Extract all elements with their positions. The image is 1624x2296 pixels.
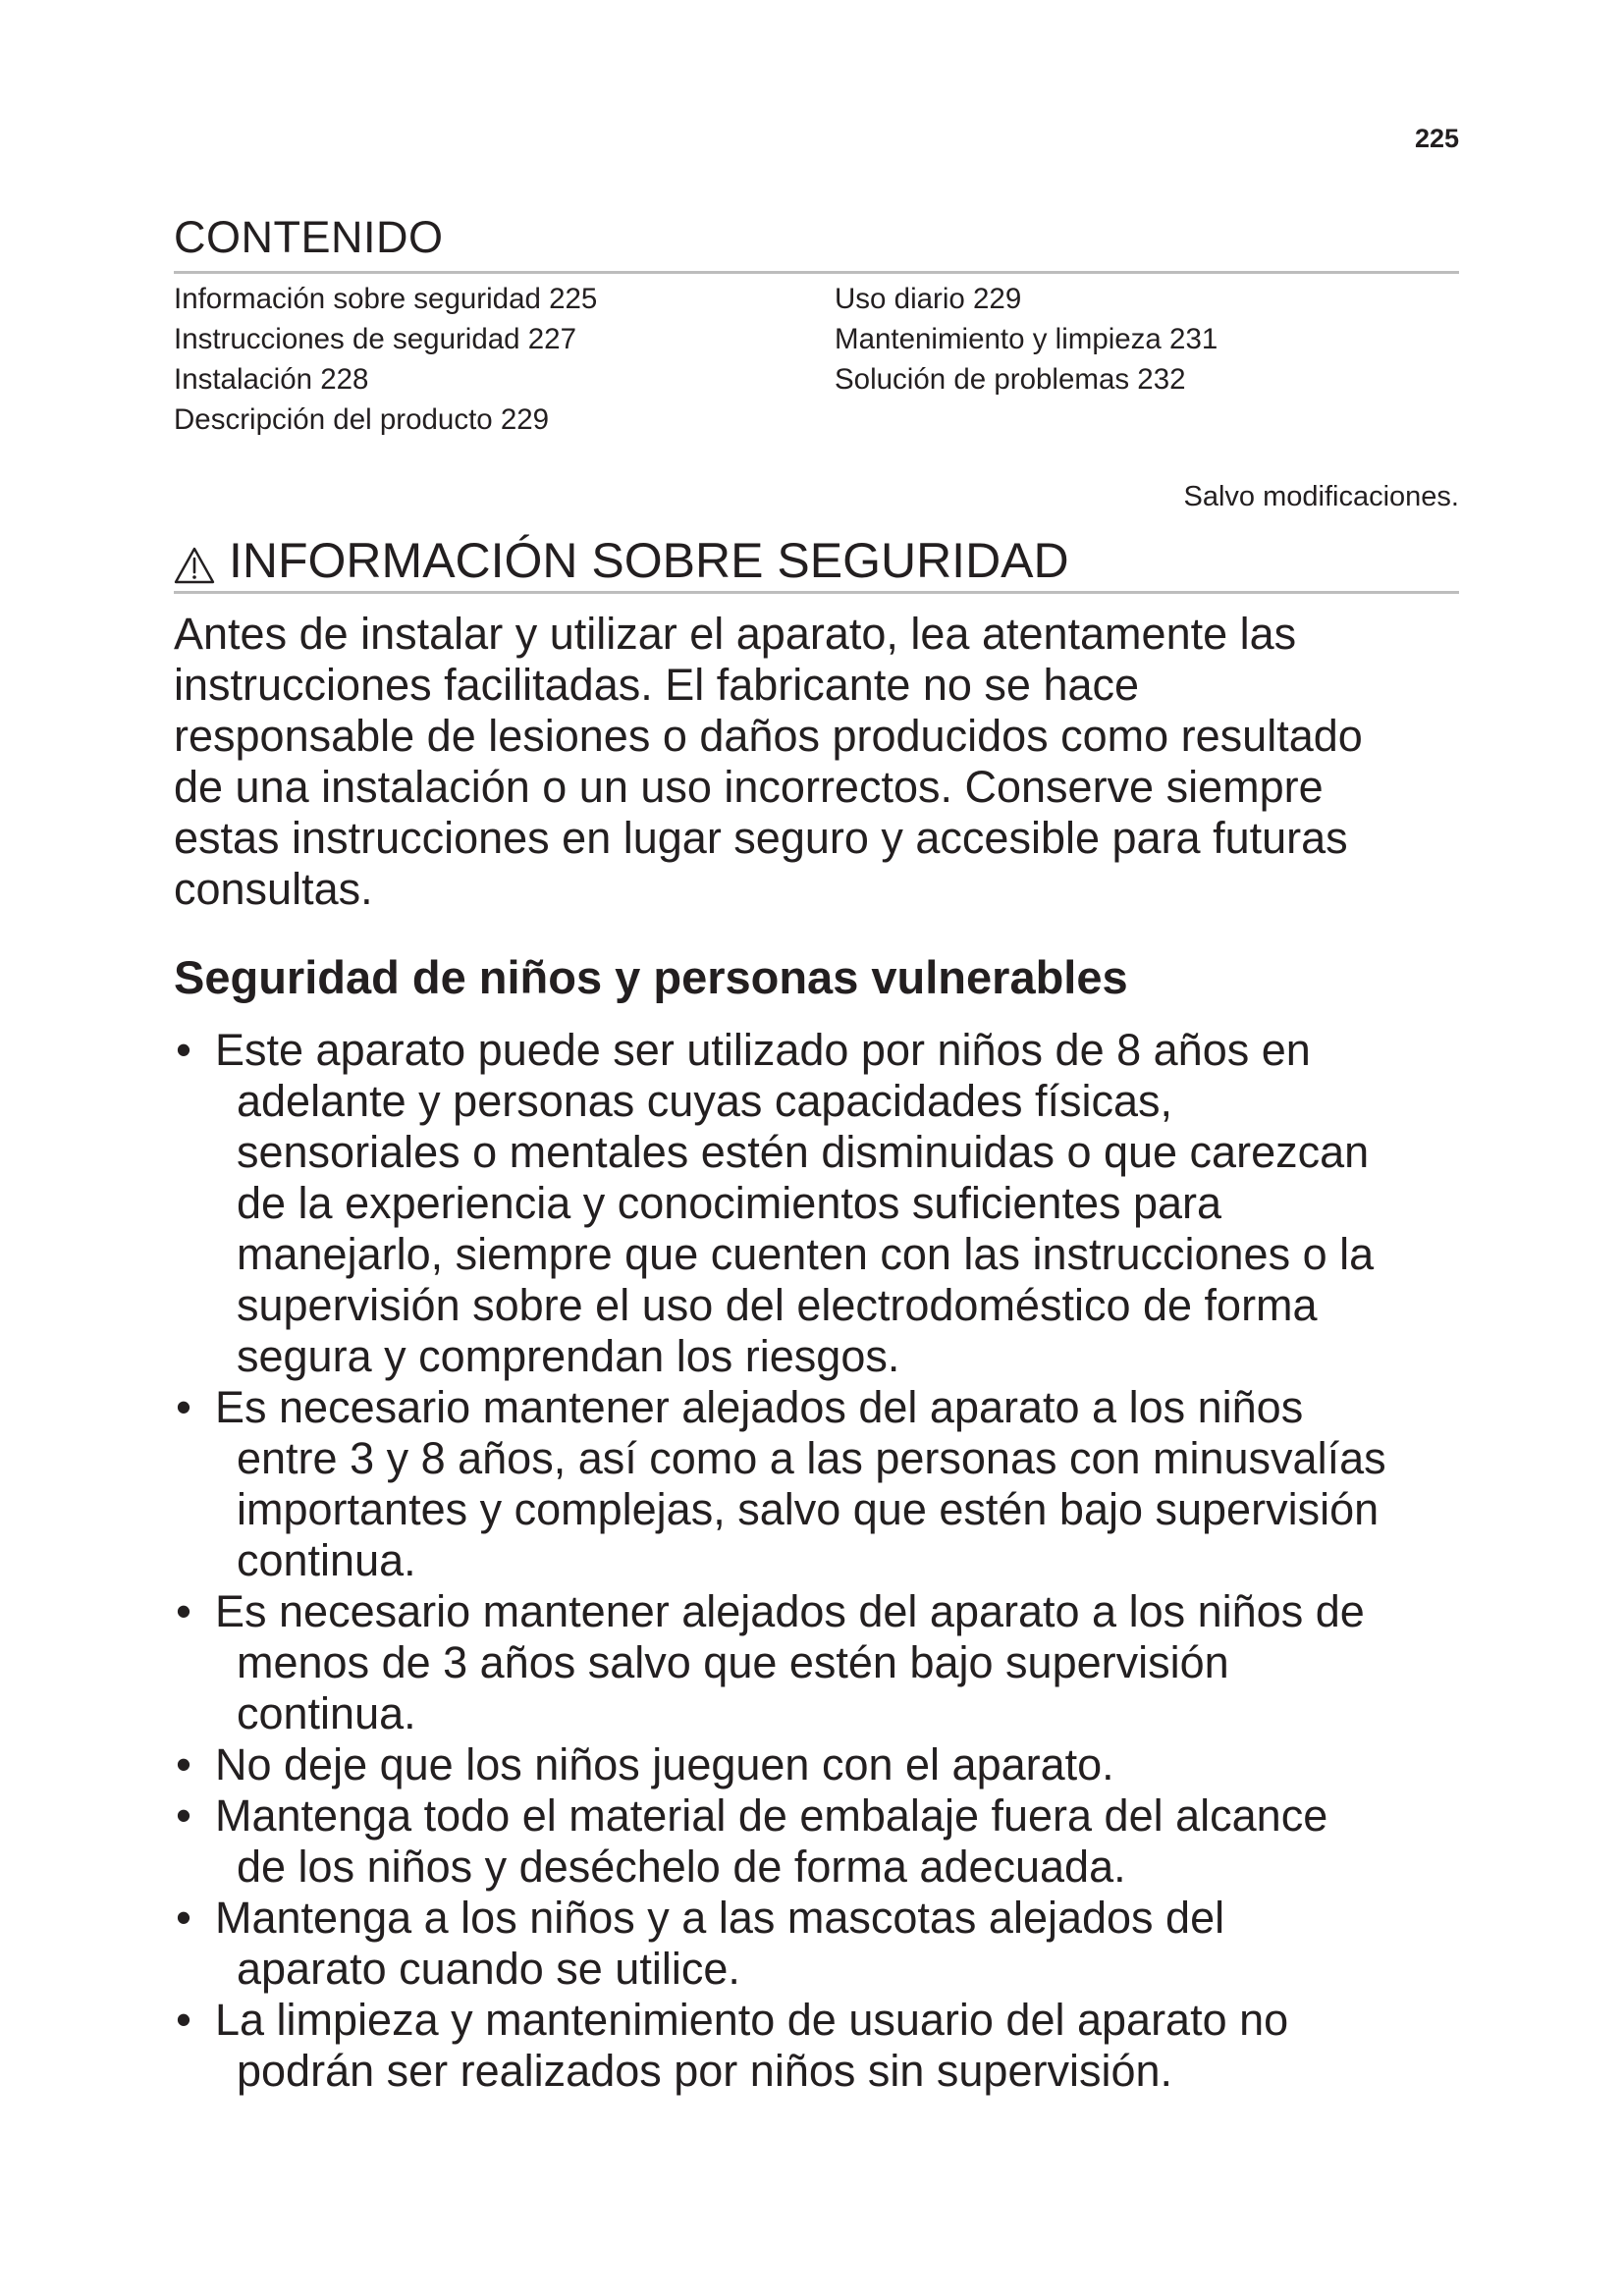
list-item bbox=[174, 1739, 1509, 1790]
bullet-marker: • bbox=[176, 1790, 191, 1841]
section-title: INFORMACIÓN SOBRE SEGURIDAD bbox=[229, 533, 1069, 588]
toc-entry[interactable]: Instrucciones de seguridad 227 bbox=[174, 323, 576, 355]
list-item bbox=[174, 1790, 1509, 1893]
bullet-text-line: Mantenga todo el material de embalaje fuera del alcance bbox=[215, 1790, 1328, 1841]
bullet-marker: • bbox=[176, 1995, 191, 2045]
bullet-text-line: menos de 3 años salvo que estén bajo supervisión bbox=[237, 1637, 1229, 1687]
bullet-text-line: importantes y complejas, salvo que estén bajo supervisión bbox=[237, 1484, 1380, 1534]
toc-entry[interactable]: Uso diario 229 bbox=[835, 283, 1022, 315]
bullet-text-line: supervisión sobre el uso del electrodoméstico de forma bbox=[237, 1280, 1318, 1330]
intro-line: Antes de instalar y utilizar el aparato, lea atentamente las bbox=[174, 609, 1297, 659]
bullet-text-line: de la experiencia y conocimientos suficientes para bbox=[237, 1178, 1222, 1228]
list-item bbox=[174, 1025, 1509, 1382]
modifications-note: Salvo modificaciones. bbox=[1183, 481, 1459, 512]
intro-line: responsable de lesiones o daños producidos como resultado bbox=[174, 711, 1363, 761]
bullet-text-line: podrán ser realizados por niños sin supervisión. bbox=[237, 2046, 1173, 2096]
bullet-text-line: No deje que los niños jueguen con el aparato. bbox=[215, 1739, 1114, 1789]
bullet-marker: • bbox=[176, 1739, 191, 1789]
bullet-text-line: de los niños y deséchelo de forma adecuada. bbox=[237, 1842, 1126, 1892]
bullet-text-line: continua. bbox=[237, 1688, 416, 1738]
bullet-text-line: Es necesario mantener alejados del aparato a los niños bbox=[215, 1382, 1304, 1432]
intro-line: consultas. bbox=[174, 864, 373, 914]
subsection-heading: Seguridad de niños y personas vulnerables bbox=[174, 951, 1128, 1003]
toc-column-left bbox=[174, 279, 835, 440]
bullet-text-line: manejarlo, siempre que cuenten con las instrucciones o la bbox=[237, 1229, 1375, 1279]
bullet-text-line: continua. bbox=[237, 1535, 416, 1585]
toc-entry[interactable]: Instalación 228 bbox=[174, 363, 369, 396]
bullet-text-line: segura y comprendan los riesgos. bbox=[237, 1331, 900, 1381]
bullet-marker: • bbox=[176, 1382, 191, 1432]
bullet-text-line: entre 3 y 8 años, así como a las personas con minusvalías bbox=[237, 1433, 1386, 1483]
intro-line: estas instrucciones en lugar seguro y accesible para futuras bbox=[174, 813, 1348, 863]
toc-divider bbox=[174, 271, 1459, 274]
toc-entry[interactable]: Descripción del producto 229 bbox=[174, 403, 550, 436]
section-divider bbox=[174, 591, 1459, 594]
list-item bbox=[174, 1893, 1509, 1995]
bullet-text-line: Mantenga a los niños y a las mascotas alejados del bbox=[215, 1893, 1225, 1943]
list-item bbox=[174, 1586, 1509, 1739]
bullet-marker: • bbox=[176, 1586, 191, 1636]
bullet-marker: • bbox=[176, 1893, 191, 1943]
bullet-text-line: sensoriales o mentales estén disminuidas o que carezcan bbox=[237, 1127, 1370, 1177]
bullet-text-line: La limpieza y mantenimiento de usuario del aparato no bbox=[215, 1995, 1289, 2045]
warning-triangle-icon bbox=[174, 543, 215, 580]
table-of-contents bbox=[174, 279, 1459, 440]
safety-bullet-list bbox=[174, 1025, 1509, 2097]
toc-entry[interactable]: Mantenimiento y limpieza 231 bbox=[835, 323, 1218, 355]
intro-paragraph bbox=[174, 609, 1489, 915]
bullet-text-line: Es necesario mantener alejados del aparato a los niños de bbox=[215, 1586, 1365, 1636]
bullet-text-line: Este aparato puede ser utilizado por niños de 8 años en bbox=[215, 1025, 1311, 1075]
list-item bbox=[174, 1995, 1509, 2097]
section-heading bbox=[174, 533, 1069, 588]
toc-entry[interactable]: Información sobre seguridad 225 bbox=[174, 283, 598, 315]
intro-line: de una instalación o un uso incorrectos. Conserve siempre bbox=[174, 762, 1324, 812]
list-item bbox=[174, 1382, 1509, 1586]
toc-column-right bbox=[835, 279, 1459, 440]
page-number: 225 bbox=[1414, 124, 1459, 153]
toc-title: CONTENIDO bbox=[174, 212, 444, 262]
bullet-marker: • bbox=[176, 1025, 191, 1075]
bullet-text-line: adelante y personas cuyas capacidades físicas, bbox=[237, 1076, 1173, 1126]
intro-line: instrucciones facilitadas. El fabricante no se hace bbox=[174, 660, 1140, 710]
bullet-text-line: aparato cuando se utilice. bbox=[237, 1944, 740, 1994]
toc-entry[interactable]: Solución de problemas 232 bbox=[835, 363, 1186, 396]
